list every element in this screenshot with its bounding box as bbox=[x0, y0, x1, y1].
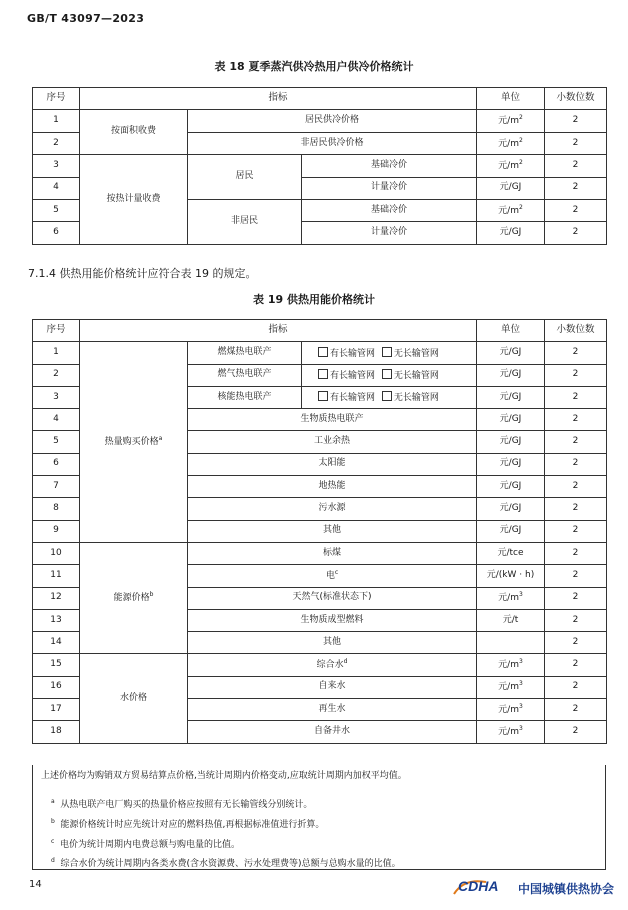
table-19-caption: 表 19 供热用能价格统计 bbox=[253, 293, 375, 306]
row-decimals: 2 bbox=[545, 222, 607, 244]
row-unit: 元/GJ bbox=[477, 386, 545, 408]
header-indicator: 指标 bbox=[80, 320, 477, 342]
row-decimals: 2 bbox=[545, 155, 607, 177]
row-decimals: 2 bbox=[545, 565, 607, 587]
group-metered-billing: 按热计量收费 bbox=[80, 155, 188, 245]
row-item: 标煤 bbox=[188, 542, 477, 564]
row-no: 11 bbox=[33, 565, 80, 587]
row-unit: 元/GJ bbox=[477, 453, 545, 475]
row-no: 9 bbox=[33, 520, 80, 542]
row-unit: 元$/m^3$ bbox=[477, 587, 545, 609]
table-row bbox=[33, 654, 607, 676]
row-item: 其他 bbox=[188, 632, 477, 654]
row-item: 基础冷价 bbox=[302, 155, 477, 177]
footnote-b: $^b$ 能源价格统计时应先统计对应的燃料热值,再根据标准值进行折算。 bbox=[51, 818, 325, 830]
row-unit: 元$/m^2$ bbox=[477, 199, 545, 221]
table-19-header-row bbox=[33, 320, 607, 342]
with-pipeline-checkbox[interactable] bbox=[318, 369, 328, 379]
row-no: 1 bbox=[33, 342, 80, 364]
row-item: 电$^c$ bbox=[188, 565, 477, 587]
row-unit: 元$/m^2$ bbox=[477, 132, 545, 154]
row-item: 生物质成型燃料 bbox=[188, 609, 477, 631]
table-19-notes bbox=[32, 765, 606, 870]
row-item: 基础冷价 bbox=[302, 199, 477, 221]
table-18-header-row bbox=[33, 88, 607, 110]
table-row bbox=[33, 342, 607, 364]
row-item: 污水源 bbox=[188, 498, 477, 520]
table-19 bbox=[32, 319, 607, 744]
footnote-a: $^a$ 从热电联产电厂购买的热量价格应按照有无长输管线分别统计。 bbox=[51, 798, 313, 810]
row-item: 其他 bbox=[188, 520, 477, 542]
row-unit: 元$/m^3$ bbox=[477, 654, 545, 676]
row-no: 14 bbox=[33, 632, 80, 654]
row-decimals: 2 bbox=[545, 498, 607, 520]
row-item: 工业余热 bbox=[188, 431, 477, 453]
row-decimals: 2 bbox=[545, 721, 607, 743]
group-water-price: 水价格 bbox=[80, 654, 188, 743]
row-item: 自备井水 bbox=[188, 721, 477, 743]
without-pipeline-checkbox[interactable] bbox=[382, 347, 392, 357]
table-row bbox=[33, 542, 607, 564]
row-item: 生物质热电联产 bbox=[188, 409, 477, 431]
row-no: 5 bbox=[33, 431, 80, 453]
section-7-1-4: 7.1.4 供热用能价格统计应符合表 19 的规定。 bbox=[28, 267, 257, 280]
header-decimals: 小数位数 bbox=[545, 88, 607, 110]
row-item: 计量冷价 bbox=[302, 177, 477, 199]
row-unit: 元/GJ bbox=[477, 222, 545, 244]
row-unit: 元/GJ bbox=[477, 476, 545, 498]
row-no: 16 bbox=[33, 676, 80, 698]
without-pipeline-checkbox[interactable] bbox=[382, 369, 392, 379]
row-decimals: 2 bbox=[545, 342, 607, 364]
footnote-d: $^d$ 综合水价为统计周期内各类水费(含水资源费、污水处理费等)总额与总购水量的比值。 bbox=[51, 857, 401, 869]
row-unit: 元/GJ bbox=[477, 520, 545, 542]
row-unit: 元$/m^2$ bbox=[477, 155, 545, 177]
row-no: 3 bbox=[33, 155, 80, 177]
header-unit: 单位 bbox=[477, 320, 545, 342]
table-18-caption: 表 18 夏季蒸汽供冷热用户供冷价格统计 bbox=[214, 60, 414, 73]
row-item: 计量冷价 bbox=[302, 222, 477, 244]
page-number: 14 bbox=[29, 879, 42, 890]
row-item: 地热能 bbox=[188, 476, 477, 498]
group-non-resident: 非居民 bbox=[188, 199, 302, 244]
note-main: 上述价格均为购销双方贸易结算点价格,当统计周期内价格变动,应取统计周期内加权平均值。 bbox=[41, 771, 407, 781]
row-no: 12 bbox=[33, 587, 80, 609]
row-item: 居民供冷价格 bbox=[188, 110, 477, 132]
header-indicator: 指标 bbox=[80, 88, 477, 110]
row-item: 自来水 bbox=[188, 676, 477, 698]
header-unit: 单位 bbox=[477, 88, 545, 110]
row-decimals: 2 bbox=[545, 386, 607, 408]
row-decimals: 2 bbox=[545, 177, 607, 199]
row-no: 1 bbox=[33, 110, 80, 132]
with-pipeline-checkbox[interactable] bbox=[318, 347, 328, 357]
row-no: 18 bbox=[33, 721, 80, 743]
row-decimals: 2 bbox=[545, 453, 607, 475]
row-no: 8 bbox=[33, 498, 80, 520]
row-no: 3 bbox=[33, 386, 80, 408]
row-decimals: 2 bbox=[545, 364, 607, 386]
logo-org-name: 中国城镇供热协会 bbox=[518, 882, 615, 896]
standard-code: GB/T 43097—2023 bbox=[27, 12, 145, 25]
row-decimals: 2 bbox=[545, 409, 607, 431]
row-no: 10 bbox=[33, 542, 80, 564]
row-unit: 元$/m^3$ bbox=[477, 721, 545, 743]
with-pipeline-checkbox[interactable] bbox=[318, 391, 328, 401]
row-unit: 元/GJ bbox=[477, 409, 545, 431]
row-decimals: 2 bbox=[545, 431, 607, 453]
header-no: 序号 bbox=[33, 320, 80, 342]
row-no: 2 bbox=[33, 132, 80, 154]
row-decimals: 2 bbox=[545, 676, 607, 698]
header-no: 序号 bbox=[33, 88, 80, 110]
row-no: 17 bbox=[33, 699, 80, 721]
row-no: 15 bbox=[33, 654, 80, 676]
row-decimals: 2 bbox=[545, 132, 607, 154]
row-item: 太阳能 bbox=[188, 453, 477, 475]
row-item: 燃煤热电联产 bbox=[188, 342, 302, 364]
row-item: 再生水 bbox=[188, 699, 477, 721]
row-unit bbox=[477, 632, 545, 654]
table-row bbox=[33, 110, 607, 132]
row-decimals: 2 bbox=[545, 199, 607, 221]
row-decimals: 2 bbox=[545, 654, 607, 676]
logo-word: CDHA bbox=[458, 878, 499, 894]
table-18 bbox=[32, 87, 607, 245]
table-row bbox=[33, 155, 607, 177]
row-unit: 元$/m^3$ bbox=[477, 699, 545, 721]
group-energy-price: 能源价格$^b$ bbox=[80, 542, 188, 653]
row-decimals: 2 bbox=[545, 476, 607, 498]
row-decimals: 2 bbox=[545, 699, 607, 721]
footnote-c: $^c$ 电价为统计周期内电费总额与购电量的比值。 bbox=[51, 838, 241, 850]
group-area-billing: 按面积收费 bbox=[80, 110, 188, 155]
row-no: 7 bbox=[33, 476, 80, 498]
pipe-options: 有长输管网 无长输管网 bbox=[302, 342, 477, 364]
row-unit: 元$/m^2$ bbox=[477, 110, 545, 132]
without-pipeline-checkbox[interactable] bbox=[382, 391, 392, 401]
group-heat-purchase: 热量购买价格$^a$ bbox=[80, 342, 188, 543]
cdha-logo bbox=[452, 876, 617, 898]
pipe-options: 有长输管网 无长输管网 bbox=[302, 364, 477, 386]
row-item: 天然气(标准状态下) bbox=[188, 587, 477, 609]
row-decimals: 2 bbox=[545, 110, 607, 132]
row-decimals: 2 bbox=[545, 520, 607, 542]
row-decimals: 2 bbox=[545, 609, 607, 631]
row-unit: 元/tce bbox=[477, 542, 545, 564]
row-no: 13 bbox=[33, 609, 80, 631]
pipe-options: 有长输管网 无长输管网 bbox=[302, 386, 477, 408]
row-no: 4 bbox=[33, 177, 80, 199]
row-no: 2 bbox=[33, 364, 80, 386]
row-unit: 元$/m^3$ bbox=[477, 676, 545, 698]
row-item: 燃气热电联产 bbox=[188, 364, 302, 386]
row-decimals: 2 bbox=[545, 632, 607, 654]
row-no: 6 bbox=[33, 222, 80, 244]
row-item: 核能热电联产 bbox=[188, 386, 302, 408]
group-resident: 居民 bbox=[188, 155, 302, 200]
row-no: 5 bbox=[33, 199, 80, 221]
row-unit: 元/GJ bbox=[477, 342, 545, 364]
row-unit: 元/GJ bbox=[477, 177, 545, 199]
row-unit: 元/GJ bbox=[477, 431, 545, 453]
row-unit: 元/GJ bbox=[477, 364, 545, 386]
row-unit: 元/(kW · h) bbox=[477, 565, 545, 587]
row-decimals: 2 bbox=[545, 542, 607, 564]
row-decimals: 2 bbox=[545, 587, 607, 609]
row-unit: 元/t bbox=[477, 609, 545, 631]
row-unit: 元/GJ bbox=[477, 498, 545, 520]
row-no: 6 bbox=[33, 453, 80, 475]
row-item: 综合水$^d$ bbox=[188, 654, 477, 676]
row-no: 4 bbox=[33, 409, 80, 431]
header-decimals: 小数位数 bbox=[545, 320, 607, 342]
row-item: 非居民供冷价格 bbox=[188, 132, 477, 154]
